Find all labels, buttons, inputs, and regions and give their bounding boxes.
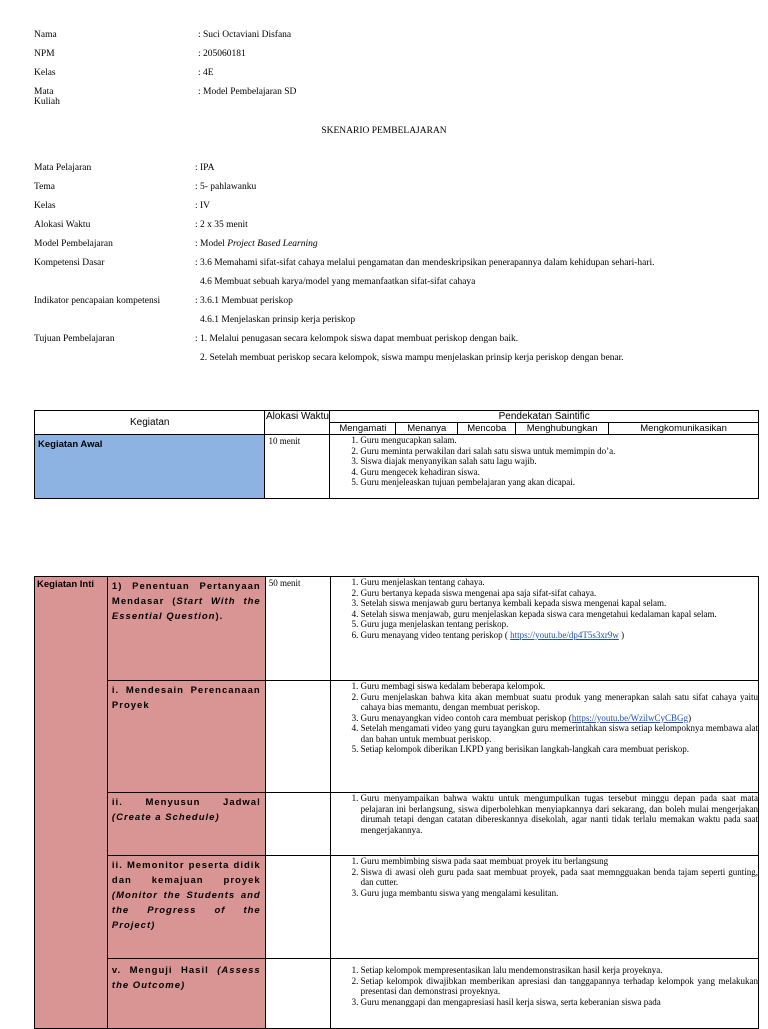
list-item: 1. Guru mengucapkan salam. xyxy=(360,435,758,446)
header-sub: Mengamati xyxy=(330,423,396,435)
list-item: 1. Setiap kelompok mempresentasikan lalu mendemonstrasikan hasil kerja proyeknya. xyxy=(361,965,758,976)
header-sub: Menanya xyxy=(396,423,458,435)
list-item: 1. Guru menjelaskan tentang cahaya. xyxy=(361,577,758,588)
list-item: 1. Guru menyampaikan bahwa waktu untuk mengumpulkan tugas tersebut minggu depan pada saat mata pelajaran ini berlangsung, siswa diperbolehkan menyiapkannya dari sekarang, dan boleh mulai mengerjakan dirumah tetapi dengan catatan dibereskannya disekolah, agar nanti tidak terlalu memakan waktu pada saat mengerjakannya. xyxy=(361,793,758,835)
list-item: 3. Guru juga membantu siswa yang mengalami kesulitan. xyxy=(361,888,758,899)
video-link[interactable]: https://youtu.be/WzilwCyCBGg xyxy=(571,712,689,723)
info-value xyxy=(195,239,318,249)
header-alokasi: Alokasi Waktu xyxy=(265,411,330,435)
info-value: : IV xyxy=(195,201,211,211)
list-item: 4. Setelah siswa menjawab, guru menjelaskan kepada siswa cara mengetahui kedalaman kapal selam. xyxy=(361,609,758,620)
info-value: : 5- pahlawanku xyxy=(195,182,257,192)
item-text: ) xyxy=(688,712,692,723)
identity-value: : 205060181 xyxy=(198,49,246,59)
info-label: Tujuan Pembelajaran xyxy=(34,334,115,344)
header-pendekatan: Pendekatan Saintific xyxy=(330,411,759,423)
list-item xyxy=(361,713,758,724)
step-title-en: (Create a Schedule) xyxy=(111,812,220,823)
step-title: 1) Penentuan Pertanyaan Mendasar ( xyxy=(111,581,261,607)
list-item: 4. Guru mengecek kehadiran siswa. xyxy=(360,467,758,478)
info-value: : 2 x 35 menit xyxy=(195,220,248,230)
info-label: Tema xyxy=(34,182,55,192)
step-name xyxy=(107,577,265,681)
kegiatan-inti-table xyxy=(34,576,759,1029)
item-text: Guru menayangkan video contoh cara membuat periskop ( xyxy=(360,712,572,723)
identity-value: : Model Pembelajaran SD xyxy=(198,87,297,97)
step-title: ii. Memonitor peserta didik dan kemajuan proyek xyxy=(111,860,261,886)
info-value: 4.6 Membuat sebuah karya/model yang memanfaatkan sifat-sifat cahaya xyxy=(200,277,476,287)
identity-label: Kelas xyxy=(34,68,56,78)
model-name: Project Based Learning xyxy=(227,239,318,249)
kegiatan-inti-label: Kegiatan Inti xyxy=(35,577,108,1029)
header-sub: Menghubungkan xyxy=(516,423,609,435)
info-label: Mata Pelajaran xyxy=(34,163,92,173)
list-item: 2. Setiap kelompok diwajibkan memberikan apresiasi dan tanggapannya terhadap kelompok yang melakukan presentasi dan demonstrasi proyeknya. xyxy=(361,976,758,997)
info-value: : 3.6 Memahami sifat-sifat cahaya melalui pengamatan dan mendeskripsikan penerapannya dalam kehidupan sehari-hari. xyxy=(195,258,655,268)
list-item: 2. Siswa di awasi oleh guru pada saat membuat proyek, pada saat memngguakan benda tajam seperti gunting, dan cutter. xyxy=(361,867,758,888)
alokasi-waktu xyxy=(265,793,330,856)
step-activities xyxy=(330,959,758,1029)
item-text: ) xyxy=(618,629,625,640)
info-label: Indikator pencapaian kompetensi xyxy=(34,296,161,306)
identity-value: : 4E xyxy=(198,68,214,78)
identity-label: NPM xyxy=(34,49,55,59)
info-value: : 3.6.1 Membuat periskop xyxy=(195,296,293,306)
list-item: 5. Guru menjeleaskan tujuan pembelajaran yang akan dicapai. xyxy=(360,477,758,488)
list-item: 2. Guru meminta perwakilan dari salah satu siswa untuk memimpin do’a. xyxy=(360,446,758,457)
list-item: 3. Siswa diajak menyanyikan salah satu lagu wajib. xyxy=(360,456,758,467)
list-item: 5. Setiap kelompok diberikan LKPD yang berisikan langkah-langkah cara membuat periskop. xyxy=(361,744,758,755)
step-title-end: ). xyxy=(215,611,224,622)
info-value: 4.6.1 Menjelaskan prinsip kerja periskop xyxy=(200,315,356,325)
list-item: 4. Setelah mengamati video yang guru tayangkan guru memerintahkan siswa setiap kelompoknya membawa alat dan bahan untuk membuat periskop. xyxy=(361,723,758,744)
list-item: 3. Setelah siswa menjawab guru bertanya kembali kepada siswa mengenai kapal selam. xyxy=(361,598,758,609)
kegiatan-awal-table xyxy=(34,410,759,499)
step-activities xyxy=(330,681,758,793)
step-activities xyxy=(330,577,758,681)
step-name xyxy=(107,959,265,1029)
info-value: : 1. Melalui penugasan secara kelompok siswa dapat membuat periskop dengan baik. xyxy=(195,334,519,344)
item-text: Guru menayang video tentang periskop ( xyxy=(360,629,511,640)
step-title-en: (Assess the Outcome) xyxy=(111,965,261,991)
header-sub: Mencoba xyxy=(458,423,516,435)
step-name: i. Mendesain Perencanaan Proyek xyxy=(107,681,265,793)
kegiatan-awal-steps xyxy=(330,435,759,499)
step-title: ii. Menyusun Jadwal xyxy=(111,797,261,808)
kegiatan-awal-label: Kegiatan Awal xyxy=(35,435,265,499)
list-item: 2. Guru bertanya kepada siswa mengenai apa saja sifat-sifat cahaya. xyxy=(361,588,758,599)
info-label: Kompetensi Dasar xyxy=(34,258,105,268)
step-title-en: Start With the Essential Question xyxy=(111,596,261,622)
header-kegiatan: Kegiatan xyxy=(35,411,265,435)
step-activities xyxy=(330,856,758,959)
model-prefix: : Model xyxy=(195,239,228,249)
alokasi-waktu: 10 menit xyxy=(265,435,330,499)
step-name xyxy=(107,856,265,959)
step-name xyxy=(107,793,265,856)
alokasi-waktu xyxy=(265,681,330,793)
info-label: Alokasi Waktu xyxy=(34,220,91,230)
list-item xyxy=(361,630,758,641)
alokasi-waktu: 50 menit xyxy=(265,577,330,681)
alokasi-waktu xyxy=(265,856,330,959)
identity-value: : Suci Octaviani Disfana xyxy=(198,30,292,40)
alokasi-waktu xyxy=(265,959,330,1029)
info-value: : IPA xyxy=(195,163,215,173)
step-title-en: (Monitor the Students and the Progress of the Project) xyxy=(111,890,261,931)
header-sub: Mengkomunikasikan xyxy=(609,423,759,435)
info-label: Model Pembelajaran xyxy=(34,239,113,249)
document-title: SKENARIO PEMBELAJARAN xyxy=(321,126,447,136)
step-activities xyxy=(330,793,758,856)
list-item: 5. Guru juga menjelaskan tentang periskop. xyxy=(361,619,758,630)
list-item: 3. Guru menanggapi dan mengapresiasi hasil kerja siswa, serta keberanian siswa pada xyxy=(361,997,758,1008)
identity-label: Mata Kuliah xyxy=(34,87,60,107)
list-item: 1. Guru membagi siswa kedalam beberapa kelompok. xyxy=(361,681,758,692)
info-label: Kelas xyxy=(34,201,56,211)
list-item: 1. Guru membimbing siswa pada saat membuat proyek itu berlangsung xyxy=(361,856,758,867)
video-link[interactable]: https://youtu.be/dp4T5s3xr9w xyxy=(510,629,619,640)
identity-label: Nama xyxy=(34,30,57,40)
step-title: v. Menguji Hasil xyxy=(111,965,218,976)
info-value: 2. Setelah membuat periskop secara kelompok, siswa mampu menjelaskan prinsip kerja periskop dengan benar. xyxy=(200,353,624,363)
list-item: 2. Guru menjelaskan bahwa kita akan membuat suatu produk yang menerapkan salah satu sifat cahaya yaitu cahaya bias memantu, dengan membuat periskop. xyxy=(361,692,758,713)
